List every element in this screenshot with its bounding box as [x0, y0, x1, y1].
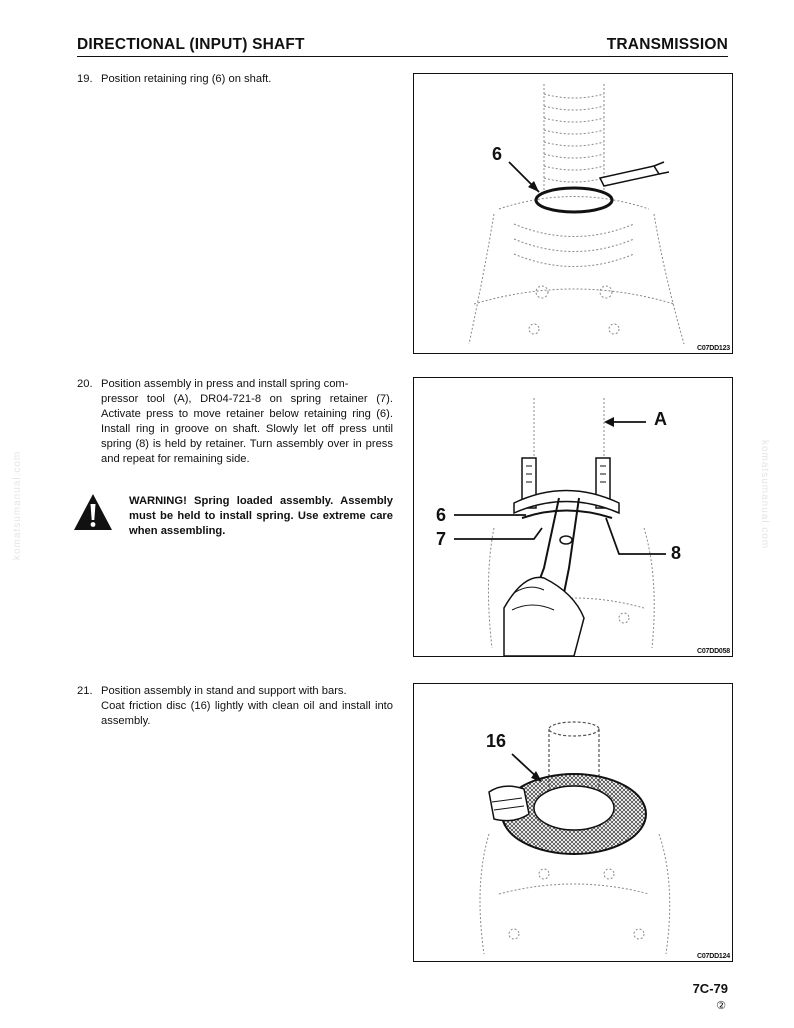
- callout-A: A: [654, 409, 667, 429]
- figure-spring-compressor: [413, 377, 733, 657]
- warning-text: WARNING! Spring loaded assembly. Assembly must be held to install spring. Use extreme care when assembling.: [129, 495, 393, 537]
- callout-6: 6: [436, 505, 447, 525]
- warning-triangle-icon: [73, 493, 113, 531]
- step-number: 21.: [77, 685, 93, 697]
- step-text: Position assembly in stand and support with bars.: [101, 685, 347, 697]
- watermark-left: komatsumanual.com: [12, 450, 23, 560]
- step-number: 20.: [77, 378, 93, 390]
- chapter-title: TRANSMISSION: [606, 36, 728, 53]
- figure-illustration: [414, 378, 732, 656]
- step-text: Position assembly in press and install spring com-: [101, 378, 349, 390]
- step-19: [77, 72, 393, 87]
- page-number: 7C-79: [692, 981, 728, 996]
- step-number: 19.: [77, 73, 93, 85]
- header-divider: [77, 56, 728, 57]
- figure-code: C07DD124: [696, 953, 730, 960]
- callout-8: 8: [671, 543, 682, 563]
- figure-friction-disc: [413, 683, 733, 962]
- figure-illustration: [414, 684, 732, 961]
- step-text-continued: pressor tool (A), DR04-721-8 on spring retainer (7). Activate press to move retainer below retaining ring (6). Install ring in groove on shaft. Slowly let off press until spring (8) is held by retainer. Turn assembly over in press and repeat for remaining side.: [101, 393, 393, 465]
- step-20: [77, 377, 393, 467]
- figure-code: C07DD123: [696, 345, 730, 352]
- watermark-right: komatsumanual.com: [759, 440, 770, 550]
- figure-retaining-ring: [413, 73, 733, 354]
- step-text: Position retaining ring (6) on shaft.: [101, 73, 272, 85]
- step-text-continued: Coat friction disc (16) lightly with clean oil and install into assembly.: [101, 700, 393, 727]
- callout-6: 6: [492, 144, 503, 164]
- figure-code: C07DD058: [696, 648, 730, 655]
- step-21: [77, 684, 393, 729]
- section-title: DIRECTIONAL (INPUT) SHAFT: [77, 36, 305, 53]
- revision-mark: ②: [716, 1000, 726, 1012]
- figure-illustration: [414, 74, 732, 353]
- callout-16: 16: [486, 731, 507, 751]
- callout-7: 7: [436, 529, 447, 549]
